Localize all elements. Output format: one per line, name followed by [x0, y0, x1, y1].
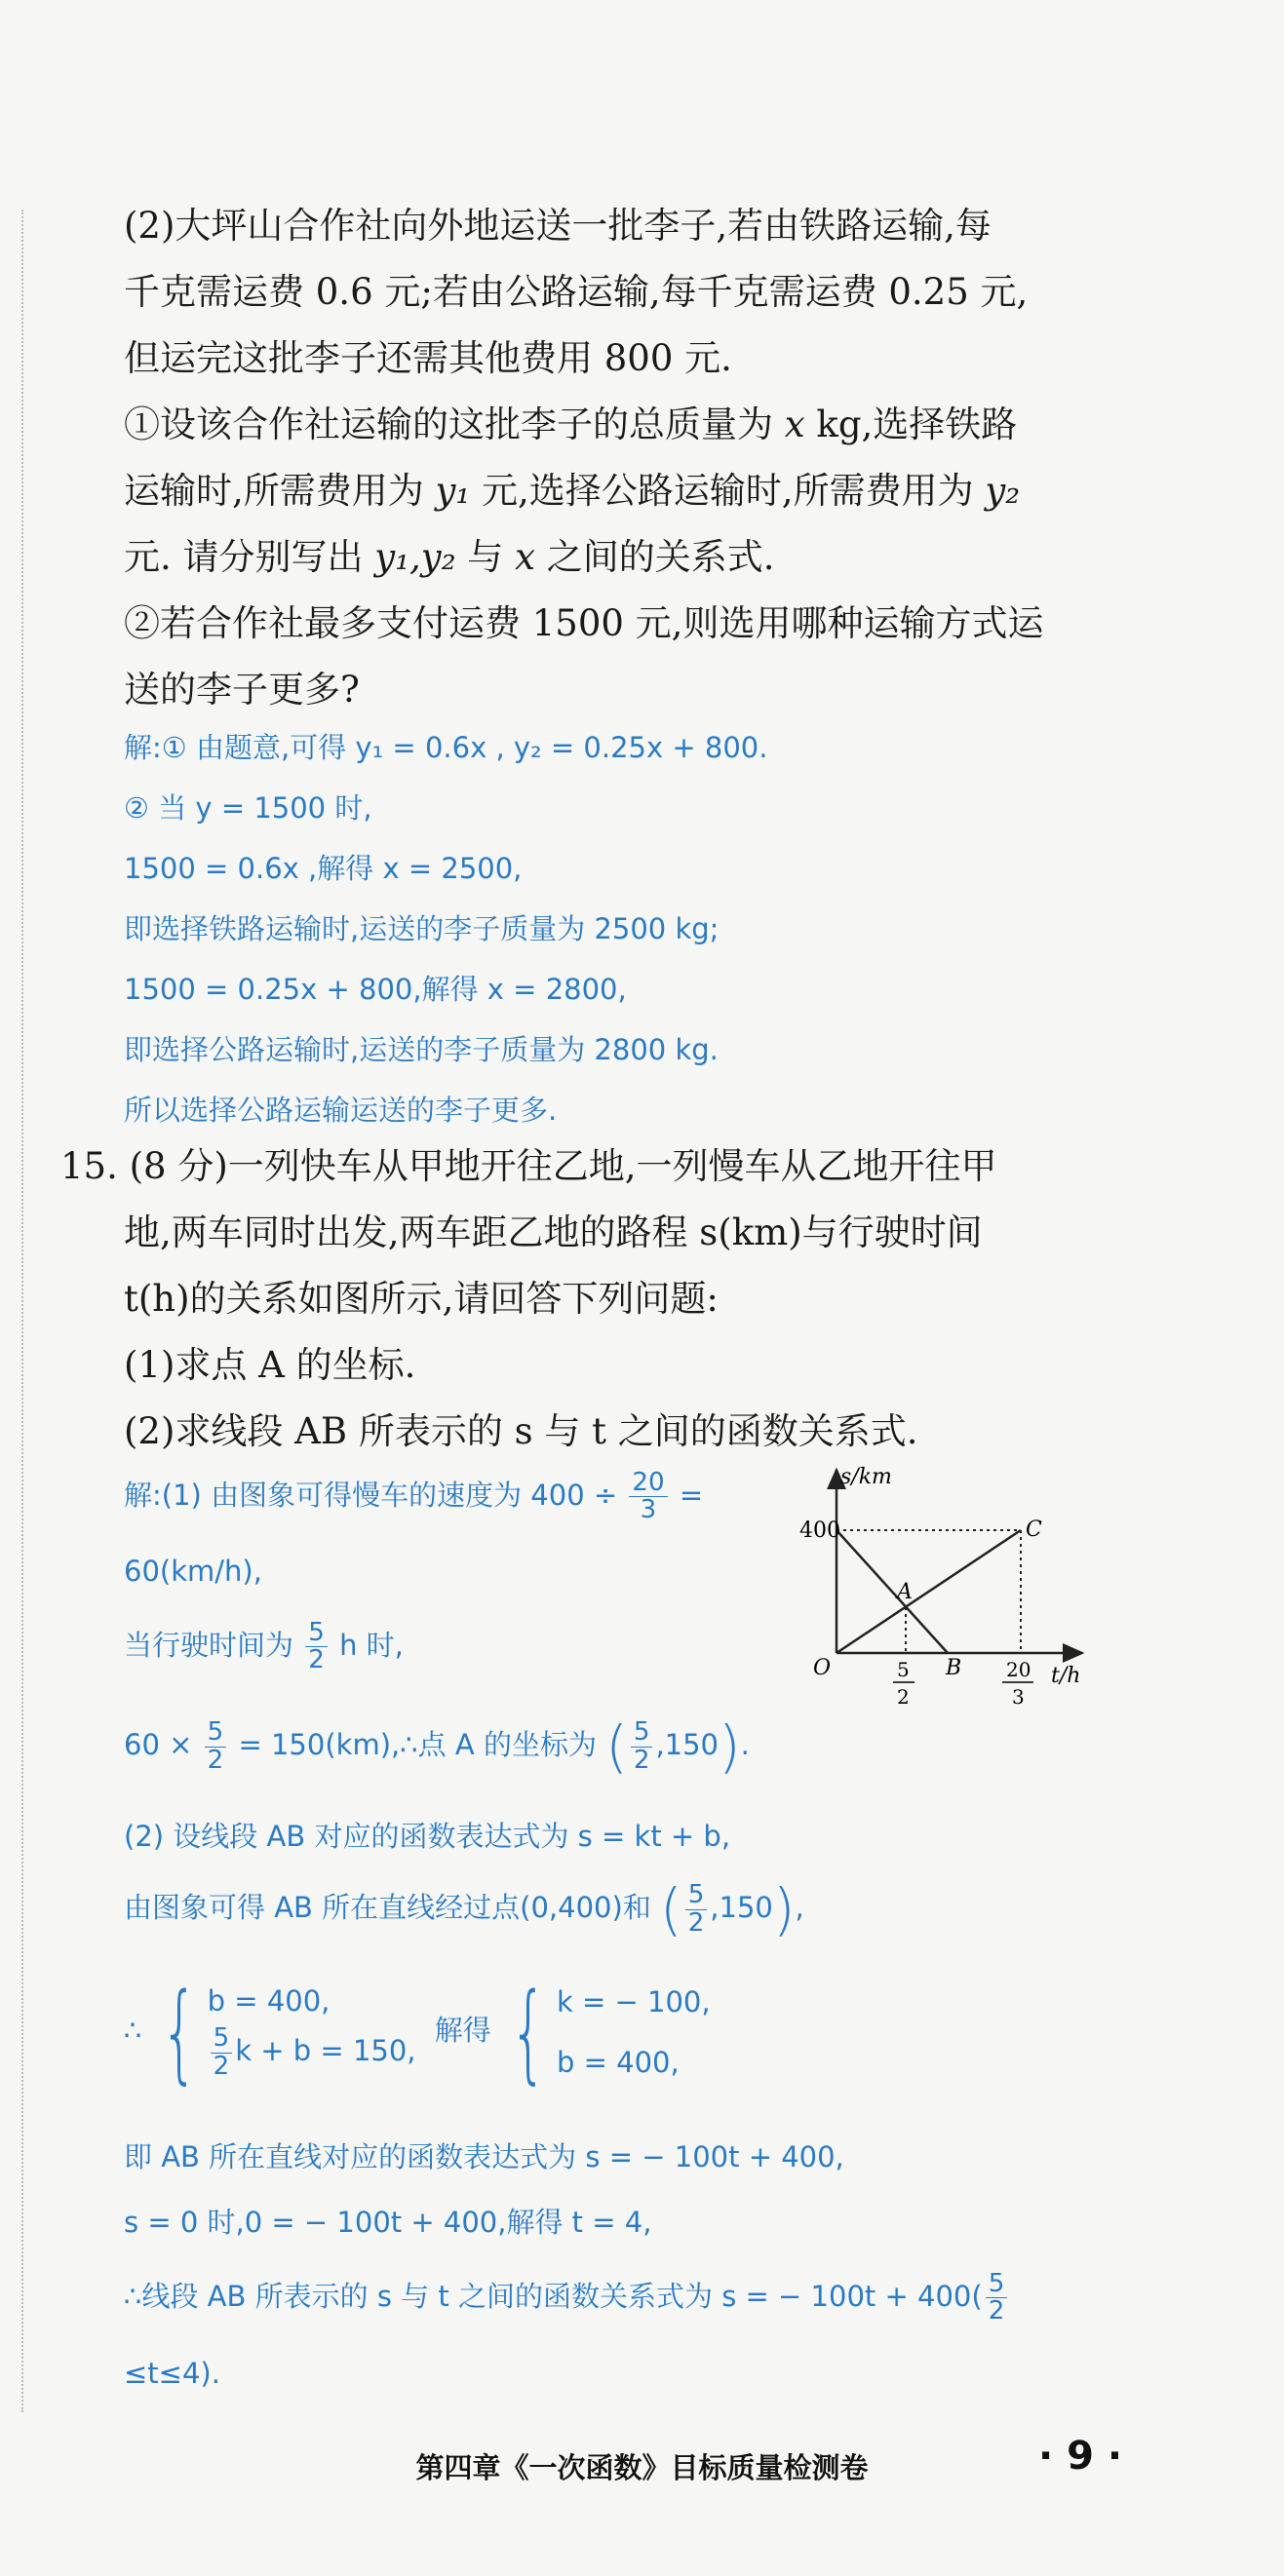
system-2-lines: [557, 1985, 711, 2079]
q14-var-x: x: [784, 404, 805, 445]
sol14-line-6: 即选择公路运输时,运送的李子质量为 2800 kg.: [124, 1033, 719, 1066]
x-axis-label: t/h: [1051, 1664, 1081, 1688]
q15-line-5: (2)求线段 AB 所表示的 s 与 t 之间的函数关系式.: [124, 1410, 918, 1452]
sol15-line-8: 即 AB 所在直线对应的函数表达式为 s = − 100t + 400,: [124, 2140, 844, 2173]
sol15-l4-end: .: [740, 1728, 750, 1761]
equation-system-2: [500, 1970, 711, 2095]
system-1-eq-2-rest: k + b = 150,: [235, 2034, 416, 2067]
sol15-l10-pre: ∴线段 AB 所表示的 s 与 t 之间的函数关系式为 s = − 100t + 400(: [124, 2279, 983, 2313]
q14-line-7: ②若合作社最多支付运费 1500 元,则选用哪种运输方式运: [124, 602, 1044, 644]
equation-system-1: [151, 1970, 416, 2095]
q14-line-1: (2)大坪山合作社向外地运送一批李子,若由铁路运输,每: [124, 205, 992, 247]
sol14-line-2: ② 当 y = 1500 时,: [124, 791, 372, 825]
sol15-line-5: (2) 设线段 AB 对应的函数表达式为 s = kt + b,: [124, 1820, 731, 1853]
q14-var-y1: y₁: [435, 470, 471, 512]
sol15-l6-pval: ,150: [710, 1891, 773, 1924]
system-1-den: 2: [213, 2051, 230, 2081]
x-tick-2-num: 20: [1006, 1658, 1031, 1681]
point-a-label: A: [897, 1580, 913, 1604]
q14-var-y2: y₂: [985, 470, 1021, 512]
left-brace-2: {: [509, 1970, 548, 2095]
sol14-line-5: 1500 = 0.25x + 800,解得 x = 2800,: [124, 973, 627, 1006]
sol15-l4-pden: 2: [633, 1745, 650, 1775]
therefore-symbol: ∴: [124, 2014, 142, 2047]
sol15-l4-mid: = 150(km),∴点 A 的坐标为: [238, 1728, 597, 1761]
q14-var-x2: x: [515, 536, 535, 578]
origin-label: O: [813, 1656, 832, 1680]
sol15-l6-pden: 2: [687, 1907, 705, 1938]
sol15-l4-fraction: [205, 1719, 227, 1774]
sol15-system-row: [124, 1970, 711, 2095]
q14-line-6: [124, 524, 1128, 591]
q14-var-y1y2: y₁,y₂: [374, 536, 456, 578]
slow-car-line: [837, 1530, 948, 1653]
q14-line-6-text: 元. 请分别写出: [124, 536, 364, 578]
q14-line-4: [124, 392, 1128, 458]
sol15-l4-point-fraction: [631, 1719, 653, 1774]
left-brace-1: {: [160, 1970, 198, 2095]
y-axis-label: s/km: [840, 1465, 892, 1489]
sol15-line-11: ≤t≤4).: [124, 2357, 220, 2390]
sol15-l4-pnum: 5: [631, 1719, 653, 1747]
sol15-l6-point-fraction: [685, 1882, 708, 1937]
distance-time-graph: [799, 1462, 1092, 1715]
sol15-l10-den: 2: [988, 2296, 1005, 2326]
q14-line-8: 送的李子更多?: [124, 669, 360, 711]
sol15-l4-pval: ,150: [655, 1728, 720, 1761]
binding-margin-line: [21, 210, 23, 2412]
sol15-l10-num: 5: [986, 2271, 1008, 2298]
q14-line-6-mid: 与: [455, 536, 516, 578]
q15-line-2: 地,两车同时出发,两车距乙地的路程 s(km)与行驶时间: [124, 1211, 983, 1253]
system-1-num: 5: [211, 2025, 233, 2053]
system-2-eq-1: k = − 100,: [556, 1985, 711, 2019]
sol15-l10-fraction: [986, 2271, 1008, 2326]
sol15-l1-fraction: [629, 1470, 667, 1524]
page-number: · 9 ·: [1038, 2434, 1123, 2479]
q15-line-3: t(h)的关系如图所示,请回答下列问题:: [124, 1278, 719, 1320]
sol15-l6-lparen: (: [660, 1876, 682, 1942]
sol15-l3-pre: 当行驶时间为: [124, 1628, 294, 1662]
sol15-line-6: [124, 1876, 804, 1942]
q14-line-6-tail: 之间的关系式.: [534, 536, 775, 578]
q14-line-5-text: 运输时,所需费用为: [124, 470, 424, 512]
q15-line-1: 15. (8 分)一列快车从甲地开往乙地,一列慢车从乙地开往甲: [60, 1145, 997, 1187]
point-b-label: B: [946, 1656, 962, 1680]
sol15-l3-num: 5: [305, 1620, 328, 1647]
sol15-l1-post: =: [679, 1478, 704, 1512]
sol15-l3-post: h 时,: [339, 1628, 404, 1662]
sol14-line-4: 即选择铁路运输时,运送的李子质量为 2500 kg;: [124, 912, 720, 945]
system-1-eq-1: b = 400,: [207, 1984, 331, 2019]
sol15-line-3: [124, 1620, 404, 1674]
q14-line-4-text: ①设该合作社运输的这批李子的总质量为: [124, 404, 773, 445]
sol15-l3-den: 2: [308, 1645, 325, 1675]
solve-word: 解得: [434, 2014, 491, 2047]
system-2-eq-2: b = 400,: [556, 2046, 680, 2079]
sol15-l6-end: ,: [795, 1891, 804, 1924]
sol15-l4-num: 5: [205, 1719, 227, 1747]
q14-line-5-mid: 元,选择公路运输时,所需费用为: [470, 470, 986, 512]
sol15-line-10: [124, 2271, 1010, 2326]
sol15-l4-rparen: ): [719, 1713, 741, 1780]
sol15-line-1: [124, 1470, 703, 1524]
q15-line-4: (1)求点 A 的坐标.: [124, 1344, 416, 1386]
q14-line-5: [124, 458, 1128, 524]
sol15-l4-pre: 60 ×: [124, 1728, 193, 1761]
system-1-fraction: [211, 2025, 233, 2080]
sol15-line-4: [124, 1713, 750, 1780]
system-1-eq-2: [208, 2025, 416, 2080]
point-c-label: C: [1026, 1518, 1042, 1542]
sol15-l1-pre: 解:(1) 由图象可得慢车的速度为 400 ÷: [124, 1478, 618, 1512]
fast-car-line: [837, 1530, 1021, 1653]
q14-line-3: 但运完这批李子还需其他费用 800 元.: [124, 337, 732, 379]
x-tick-1-den: 2: [897, 1685, 910, 1709]
x-tick-2-den: 3: [1012, 1685, 1025, 1709]
y-tick-400: 400: [799, 1519, 840, 1543]
q14-line-2: 千克需运费 0.6 元;若由公路运输,每千克需运费 0.25 元,: [124, 271, 1029, 313]
sol14-line-1: 解:① 由题意,可得 y₁ = 0.6x , y₂ = 0.25x + 800.: [124, 731, 768, 764]
sol15-l4-lparen: (: [605, 1713, 628, 1780]
sol15-l4-den: 2: [207, 1745, 224, 1775]
sol15-l1-den: 3: [640, 1495, 657, 1525]
sol15-l3-fraction: [305, 1620, 328, 1674]
x-tick-1-num: 5: [897, 1658, 910, 1681]
sol15-l6-rparen: ): [772, 1876, 796, 1942]
footer-title: 第四章《一次函数》目标质量检测卷: [415, 2451, 869, 2484]
sol15-l6-pre: 由图象可得 AB 所在直线经过点(0,400)和: [124, 1891, 651, 1924]
q14-line-4-tail: kg,选择铁路: [804, 404, 1018, 445]
sol15-line-2: 60(km/h),: [124, 1555, 262, 1588]
sol15-line-9: s = 0 时,0 = − 100t + 400,解得 t = 4,: [124, 2206, 652, 2239]
sol14-line-3: 1500 = 0.6x ,解得 x = 2500,: [124, 852, 523, 885]
sol15-l6-pnum: 5: [685, 1882, 708, 1909]
sol15-l1-num: 20: [629, 1470, 667, 1497]
system-1-lines: [208, 1984, 416, 2080]
sol14-line-7: 所以选择公路运输运送的李子更多.: [124, 1094, 558, 1127]
